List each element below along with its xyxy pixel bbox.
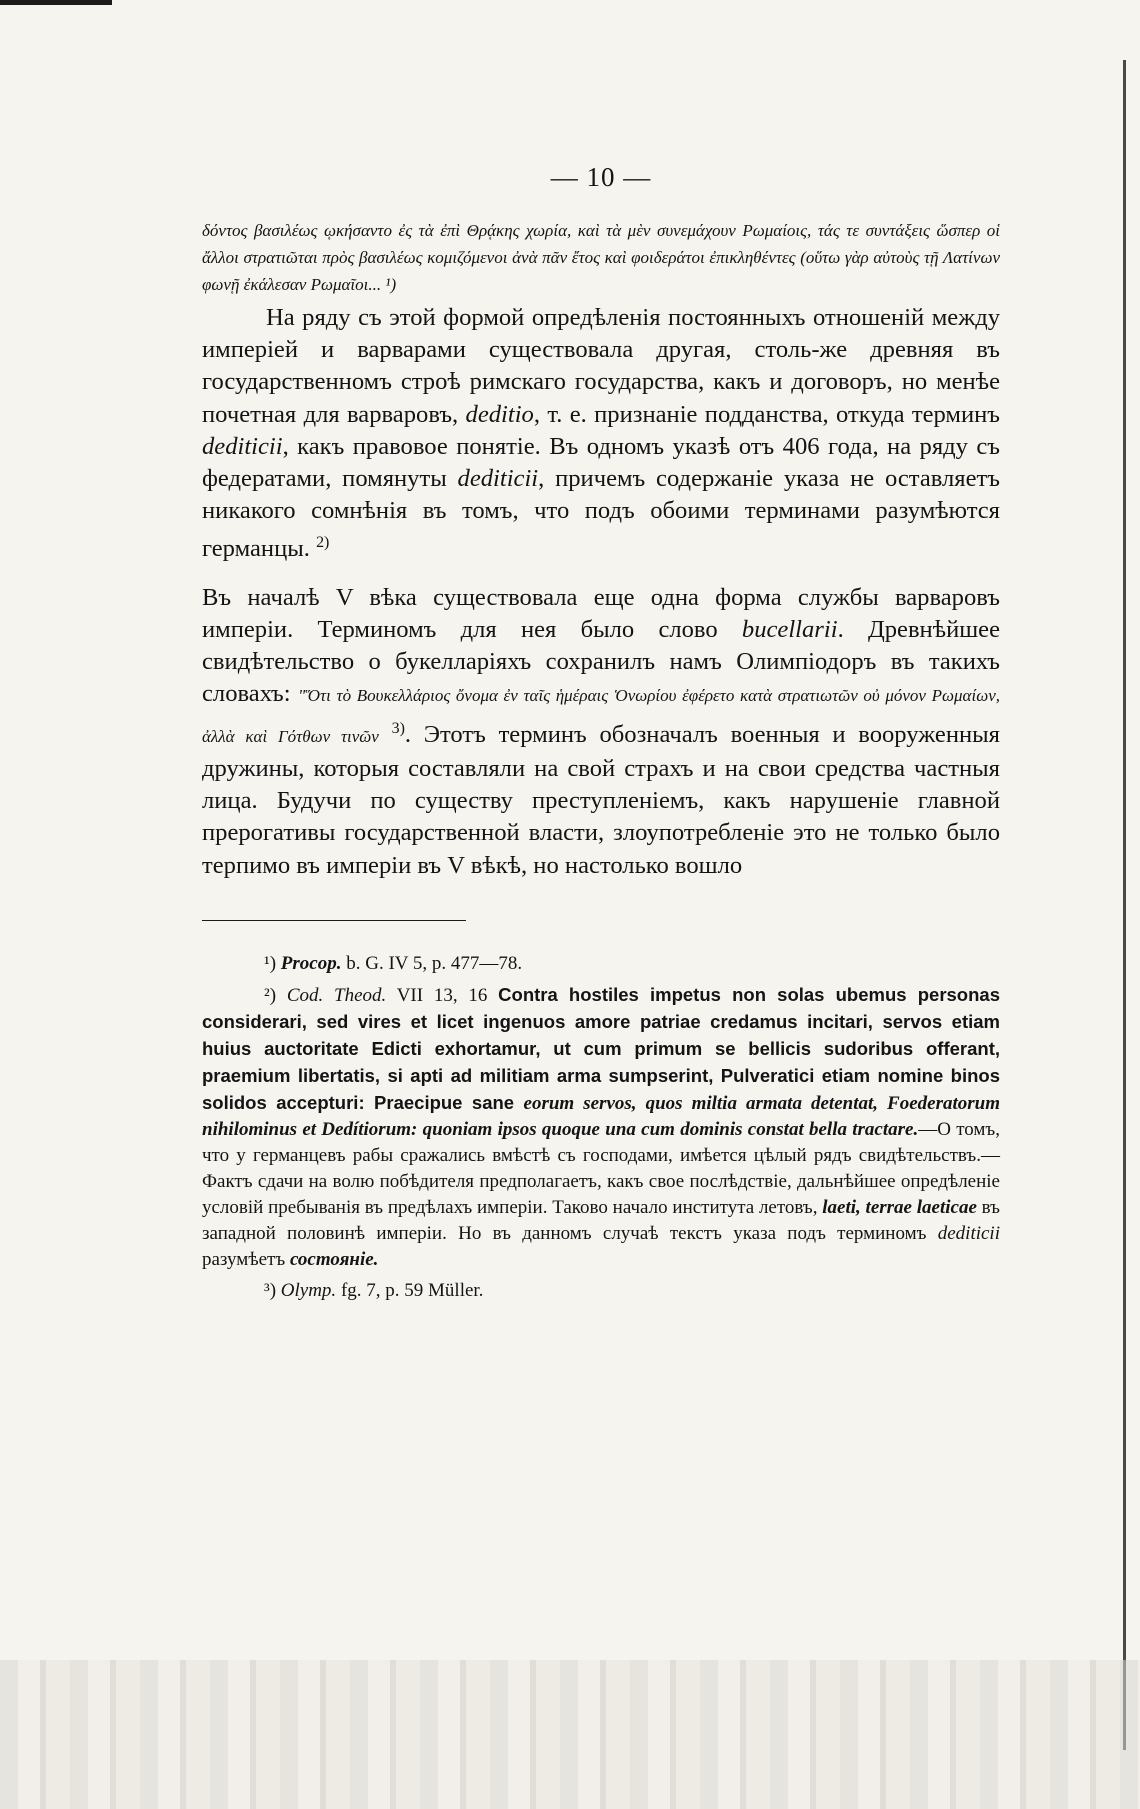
paragraph-2-text-a: Въ началѣ V вѣка существовала еще одна форма службы варваровъ имперіи. Терминомъ для нея было слово	[202, 583, 1000, 644]
term-bucellarii: bucellarii	[741, 616, 838, 644]
footnote-1	[202, 951, 1000, 977]
term-dediticii: dediticii	[202, 432, 283, 460]
footnote-2	[202, 982, 1000, 1273]
paragraph-2-text-c: . Этотъ терминъ обозначалъ военныя и вооруженныя дружины, которыя составляли на свой страхъ и на свои средства частныя лица. Будучи по существу преступленіемъ, какъ нарушеніе главной прерогативы государственной власти, злоупотребленіе это не только было терпимо въ имперіи въ V вѣкѣ, но настолько вошло	[202, 720, 1000, 879]
footnote-3-ref: fg. 7, p. 59 Müller.	[336, 1279, 484, 1301]
footnote-2-latin-italic: eorum servos, quos miltia armata detentat, Foederatorum nihilominus et Dedítiorum: quoniam ipsos quoque una cum dominis constat bella tractare.	[202, 1092, 1001, 1140]
footnote-3-mark: ³)	[264, 1279, 277, 1301]
paragraph-1	[202, 302, 1000, 566]
footnote-2-term-dediticii: dediticii	[937, 1222, 1000, 1244]
footnote-2-russian-c: разумѣетъ	[202, 1248, 290, 1270]
footnotes	[202, 951, 1000, 1304]
paragraph-2	[202, 582, 1000, 882]
footnote-2-russian-b: въ западной половинѣ имперіи. Но въ данномъ случаѣ текстъ указа подъ терминомъ	[202, 1196, 1000, 1244]
footnote-divider	[202, 920, 466, 921]
scan-corner-mark	[0, 0, 112, 5]
footnote-2-mark: ²)	[264, 984, 277, 1006]
term-dediticii-2: dediticii	[457, 465, 539, 493]
book-page	[202, 162, 1000, 1309]
scan-bottom-shadow	[0, 1660, 1140, 1809]
footnote-1-mark: ¹)	[264, 952, 277, 974]
term-deditio: deditio	[465, 400, 534, 428]
paragraph-1-text-b: , т. е. признаніе подданства, откуда терминъ	[533, 400, 1001, 428]
footnote-2-ref: VII 13, 16	[386, 984, 499, 1006]
paragraph-1-text-a: На ряду съ этой формой опредѣленія постоянныхъ отношеній между имперіей и варварами существовала другая, столь-же древняя въ государственномъ строѣ римскаго государства, какъ и договоръ, но менѣе почетная для варваровъ,	[202, 304, 1000, 428]
greek-quotation: δόντος βασιλέως ῳκήσαντο ἐς τὰ ἐπὶ Θρᾴκης χωρία, καὶ τὰ μὲν συνεμάχουν Ρωμαίοις, τάς τε συντάξεις ὥσπερ οἱ ἄλλοι στρατιῶται πρὸς βασιλέως κομιζόμενοι ἀνὰ πᾶν ἔτος καὶ φοιδεράτοι ἐπικληθέντες (οὕτω γὰρ αὐτοὺς τῇ Λατίνων φωνῇ ἐκάλεσαν Ρωμαῖοι... ¹)	[202, 221, 1000, 294]
footnote-2-source: Cod. Theod.	[286, 984, 387, 1006]
paragraph-2-text-b: . Древнѣйшее свидѣтельство о букелларіяхъ сохранилъ намъ Олимпіодоръ въ такихъ словахъ:	[202, 616, 1000, 708]
footnote-2-term-status: состоянie.	[289, 1248, 379, 1270]
paragraph-1-text-d: , причемъ содержаніе указа не оставляетъ никакого сомнѣнія въ томъ, что подъ обоими терминами разумѣются германцы.	[202, 465, 1000, 563]
scan-page-edge	[1123, 60, 1126, 1750]
footnote-2-russian: —О томъ, что у германцевъ рабы сражались вмѣстѣ съ господами, имѣется цѣлый рядъ свидѣтельствъ.—Фактъ сдачи на волю побѣдителя предполагаетъ, какъ свое послѣдствіе, дальнѣйшее опредѣленіе условій пребыванія въ предѣлахъ имперіи. Таково начало института летовъ,	[202, 1118, 1000, 1218]
footnote-2-latin: Contra hostiles impetus non solas ubemus personas considerari, sed vires et licet ingenuos amore patriae credamus incitari, servos etiam huius auctoritate Edicti exhortamur, ut cum primum se bellicis sudoribus offerant, praemium libertatis, si apti ad militiam arma sumpserint, Pulveratici etiam nomine binos solidos accepturi: Praecipue sane	[202, 983, 1000, 1113]
footnote-ref-2[interactable]: 2)	[316, 534, 330, 552]
page-number: — 10 —	[550, 162, 652, 192]
footnote-1-source: Procop.	[280, 952, 342, 974]
greek-inline-quote: "Ὅτι τὸ Βουκελλάριος ὄνομα ἐν ταῖς ἡμέραις Ὁνωρίου ἐφέρετο κατὰ στρατιωτῶν οὐ μόνον Ρωμαίων, ἀλλὰ καὶ Γότθων τινῶν	[202, 686, 1000, 746]
footnote-3	[202, 1278, 1000, 1304]
main-text	[202, 302, 1000, 882]
footnote-3-source: Olymp.	[280, 1279, 337, 1301]
paragraph-1-text-c: , какъ правовое понятіе. Въ одномъ указѣ отъ 406 года, на ряду съ федератами, помянуты	[202, 432, 1000, 493]
footnote-1-ref: b. G. IV 5, p. 477—78.	[341, 952, 523, 974]
footnote-2-term-laeti: laeti, terrae laeticae	[822, 1196, 977, 1218]
footnote-ref-3[interactable]: 3)	[391, 719, 405, 737]
